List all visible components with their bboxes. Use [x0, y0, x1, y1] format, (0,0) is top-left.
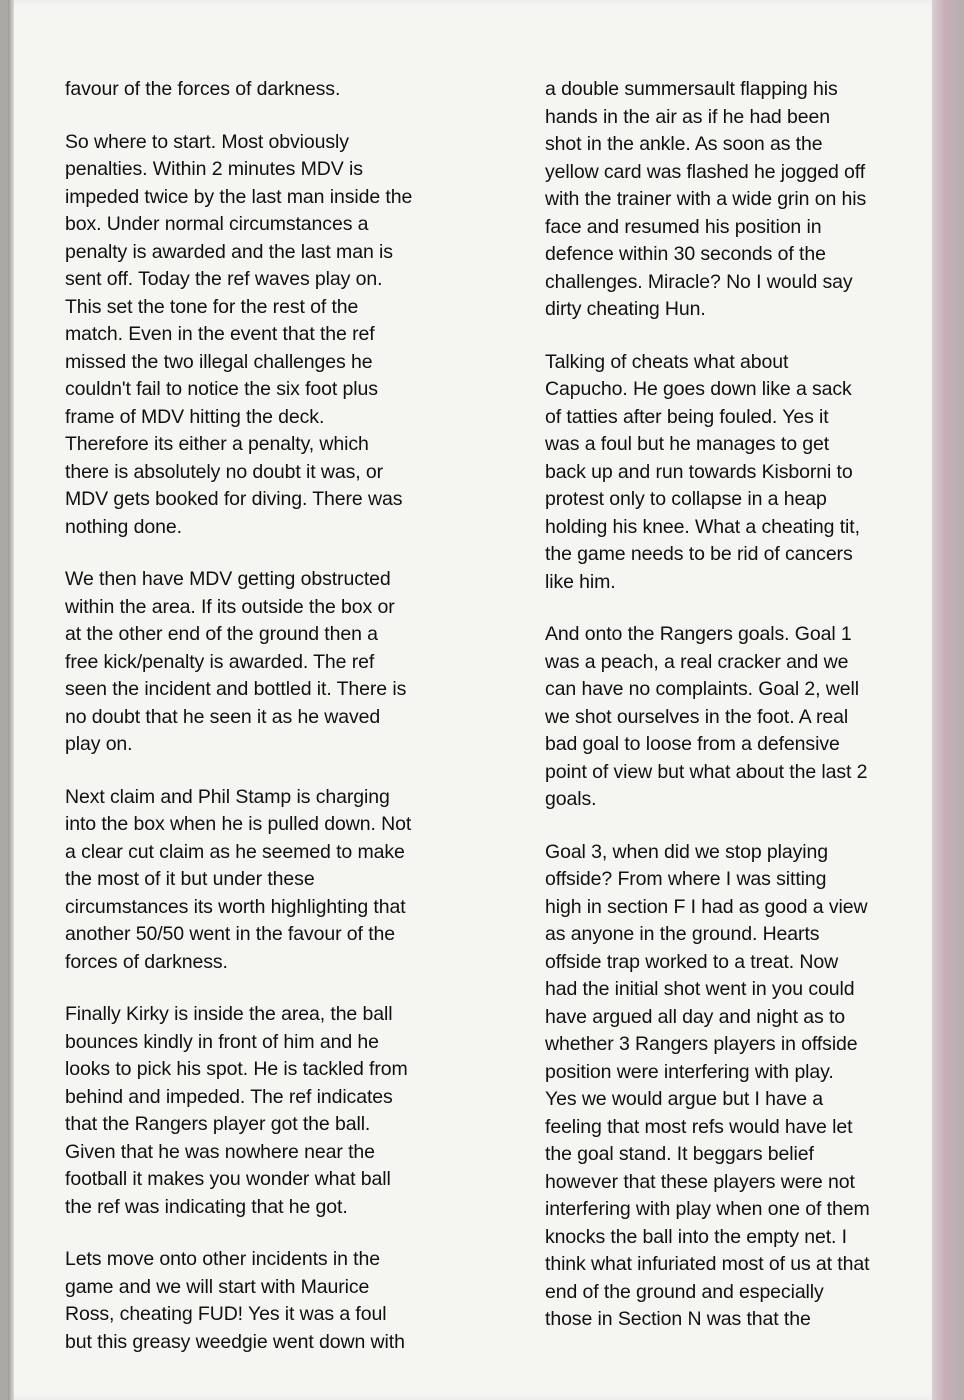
paragraph: Lets move onto other incidents in the game and we will start with Maurice Ross, cheating FUD! Yes it was a foul but this greasy weedgie went down with [65, 1248, 405, 1353]
page-fold-shadow [8, 0, 14, 1400]
paragraph: Talking of cheats what about Capucho. He goes down like a sack of tatties after being fouled. Yes it was a foul but he manages to get back up and run towards Kisborni to protest only to collapse in a heap holding his knee. What a cheating tit, the game needs to be rid of cancers like him. [545, 350, 860, 593]
paragraph: And onto the Rangers goals. Goal 1 was a peach, a real cracker and we can have no complaints. Goal 2, well we shot ourselves in the foot. A real bad goal to loose from a defensive point of view but what about the last 2 goals. [545, 623, 868, 810]
right-text-column [545, 76, 937, 1359]
paragraph: Goal 3, when did we stop playing offside? From where I was sitting high in section F I had as good a view as anyone in the ground. Hearts offside trap worked to a treat. Now had the initial shot went in you could have argued all day and night as to whether 3 Rangers players in offside position were interfering with play. Yes we would argue but I have a feeling that most refs would have let the goal stand. It beggars belief however that these players were not interfering with play when one of them knocks the ball into the empty net. I think what infuriated most of us at that end of the ground and especially those in Section N was that the [545, 840, 870, 1330]
paragraph: favour of the forces of darkness. [65, 78, 341, 100]
paragraph: We then have MDV getting obstructed within the area. If its outside the box or at the other end of the ground then a free kick/penalty is awarded. The ref seen the incident and bottled it. There is no doubt that he seen it as he waved play on. [65, 568, 407, 755]
paragraph: a double summersault flapping his hands in the air as if he had been shot in the ankle. As soon as the yellow card was flashed he jogged off with the trainer with a wide grin on his face and resumed his position in defence within 30 seconds of the challenges. Miracle? No I would say dirty cheating Hun. [545, 78, 867, 320]
paragraph: Finally Kirky is inside the area, the ball bounces kindly in front of him and he looks to pick his spot. He is tackled from behind and impeded. The ref indicates that the Rangers player got the ball. Given that he was nowhere near the football it makes you wonder what ball the ref was indicating that he got. [65, 1003, 408, 1218]
left-text-column [65, 76, 485, 1381]
paragraph: Next claim and Phil Stamp is charging into the box when he is pulled down. Not a clear cut claim as he seemed to make the most of it but under these circumstances its worth highlighting that another 50/50 went in the favour of the forces of darkness. [65, 785, 412, 973]
paragraph: So where to start. Most obviously penalties. Within 2 minutes MDV is impeded twice by the last man inside the box. Under normal circumstances a penalty is awarded and the last man is sent off. Today the ref waves play on. This set the tone for the rest of the match. Even in the event that the ref missed the two illegal challenges he couldn't fail to notice the six foot plus frame of MDV hitting the deck. Therefore its either a penalty, which there is absolutely no doubt it was, or MDV gets booked for diving. There was nothing done. [65, 130, 413, 538]
